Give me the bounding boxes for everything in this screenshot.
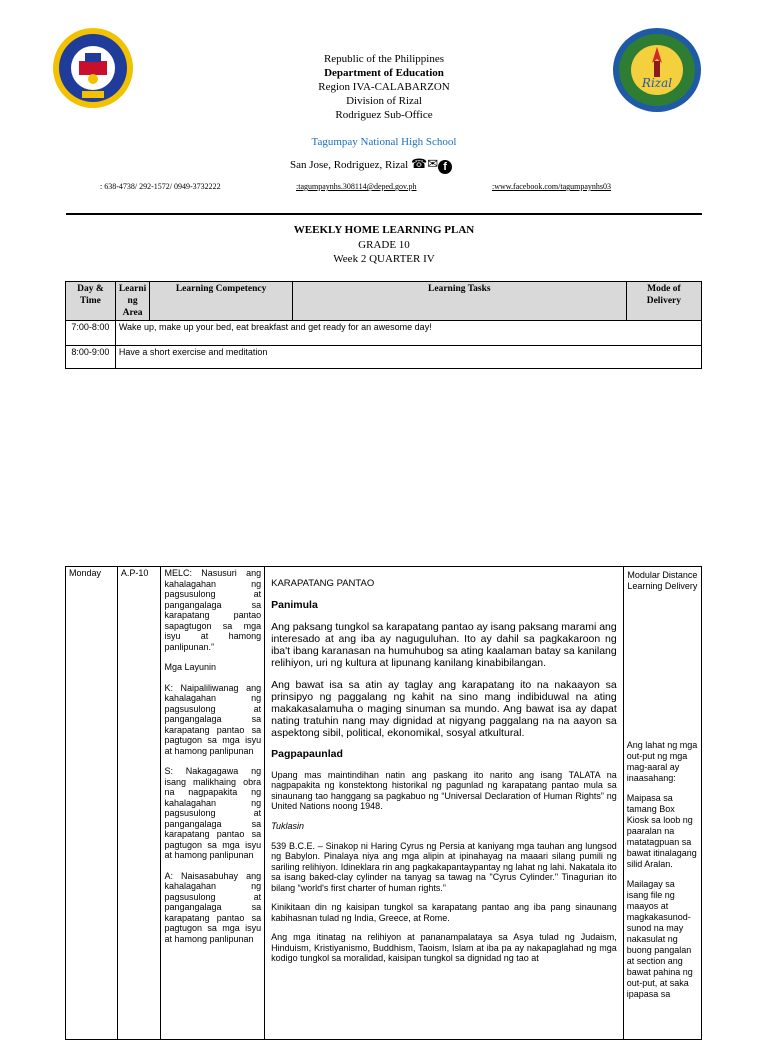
facebook-link[interactable]	[492, 182, 611, 191]
division-line: Division of Rizal	[346, 95, 422, 107]
facebook-text: :www.facebook.com/tagumpaynhs03	[492, 182, 612, 191]
day-cell: Monday	[66, 567, 118, 1040]
objective-a: A: Naisasabuhay ang kahalagahan ng pagsusulong at pangangalaga sa karapatang pantao sa pagtugon sa mga isyu at hamong panlipunan	[164, 870, 262, 944]
col-mode: Mode of Delivery	[626, 282, 701, 321]
suboffice-line: Rodriguez Sub-Office	[335, 109, 433, 121]
melc-text: MELC: Nasusuri ang kahalagahan ng pagsusulong at pangangalaga sa karapatang pantao sapagtugon sa mga isyu at hamong panlipunan.”	[164, 568, 262, 652]
objective-k: K: Naipaliliwanag ang kahalagahan ng pagsusulong at pangangalaga sa karapatang pantao sa pagtugon sa mga isyu at hamong panlipunan	[164, 682, 262, 756]
tuklasin-p1: 539 B.C.E. – Sinakop ni Haring Cyrus ng Persia at kaniyang mga tauhan ang lungsod ng Babylon. Pinalaya niya ang mga alipin at ipinahayag na maaari silang pumili ng sariling relihiyon. Idineklara rin ang pagkakapantaypantay ng lahat ng lahi. Nakatala ito sa isang baked-clay cylinder na tanyag sa tawag na "Cyrus Cylinder." Tinagurian ito bilang “world's first charter of human rights.”	[271, 840, 617, 893]
header-divider	[66, 213, 702, 215]
tasks-cell	[265, 567, 624, 1040]
address-line	[290, 156, 452, 174]
schedule-row	[66, 346, 702, 369]
grade-line: GRADE 10	[358, 239, 410, 251]
mode-note: Mailagay sa isang file ng maayos at magkakasunod-sunod na may nakasulat ng buong pangalan at section ang bawat pahina ng out-put, at saka ipapasa sa	[626, 879, 693, 999]
week-line: Week 2 QUARTER IV	[333, 253, 435, 265]
col-tasks: Learning Tasks	[292, 282, 626, 321]
mode-notes	[627, 740, 698, 1000]
plan-title: WEEKLY HOME LEARNING PLAN	[293, 224, 475, 236]
panimula-p2: Ang bawat isa sa atin ay taglay ang karapatang ito na nakaayon sa prinsipyo ng paggalang ng kahit na sino mang indibiduwal na ating makakasalamuha o maging sinuman sa mundo. Ang bawat isa ay dapat nating tratuhin nang may dignidad at nigyang paggalang na na aayon sa aspektong sibil, political, ekonomikal, sosyal atkultural.	[271, 678, 617, 739]
topic-title: KARAPATANG PANTAO	[271, 578, 375, 589]
competency-cell	[161, 567, 265, 1040]
mode-note: Ang lahat ng mga out-put ng mga mag-aaral ay inaasahang:	[626, 740, 698, 783]
col-competency: Learning Competency	[150, 282, 293, 321]
monday-table	[65, 566, 702, 1040]
panimula-p1: Ang paksang tungkol sa karapatang pantao ay isang paksang marami ang interesado at ang iba ay naguguluhan. Ito ay dahil sa pagkakaroon ng iba't ibang karanasan na humuhubog sa ating kaalaman batay sa kanilang relihiyon, uri ng kultura at lipunang kanilang kinabibilangan.	[271, 620, 617, 669]
tuklasin-heading: Tuklasin	[271, 820, 304, 831]
schedule-time: 8:00-9:00	[66, 346, 116, 369]
department-line: Department of Education	[324, 67, 444, 79]
address-text: San Jose, Rodriguez, Rizal	[290, 159, 409, 171]
region-line: Region IVA-CALABARZON	[318, 81, 450, 93]
email-link[interactable]	[296, 182, 417, 191]
area-cell: A.P-10	[117, 567, 161, 1040]
email-text: :tagumpaynhs.308114@deped.gov.ph	[296, 182, 417, 191]
schedule-table	[65, 281, 702, 369]
objectives-label: Mga Layunin	[164, 662, 217, 672]
col-day-time: Day & Time	[66, 282, 116, 321]
monday-row	[66, 567, 702, 1040]
pagpapaunlad-heading: Pagpapaunlad	[271, 747, 343, 760]
phone-numbers: : 638-4738/ 292-1572/ 0949-3732222	[100, 182, 221, 191]
mode-text: Modular Distance Learning Delivery	[627, 570, 698, 591]
mode-note: Maipasa sa tamang Box Kiosk sa loob ng paaralan na matatagpuan sa bawat itinalagang silid Aralan.	[626, 793, 697, 869]
phone-icon: ☎	[410, 156, 428, 171]
mode-cell	[623, 567, 701, 1040]
pagpapaunlad-p: Upang mas maintindihan natin ang paskang ito narito ang isang TALATA na nagpapakita ng konstektong historikal ng pagunlad ng karapatang pantao mula sa sinaunang tao hanggang sa pagkabuo ng “Universal Declaration of Human Rights” ng United Nations noong 1948.	[271, 769, 617, 811]
mail-icon: ✉	[427, 156, 439, 171]
republic-line: Republic of the Philippines	[323, 53, 445, 65]
schedule-row	[66, 321, 702, 346]
header-row	[66, 282, 702, 321]
col-learning-area: Learni ng Area	[115, 282, 149, 321]
panimula-heading: Panimula	[271, 598, 318, 611]
school-name: Tagumpay National High School	[311, 136, 457, 148]
tuklasin-p3: Ang mga itinatag na relihiyon at pananampalataya sa Asya tulad ng Judaism, Hinduism, Kristiyanismo, Buddhism, Taoism, Islam at iba pa ay nakapaglahad ng mga kodigo tungkol sa moralidad, kaisipan tungkol sa dignidad ng tao at	[271, 932, 617, 963]
schedule-time: 7:00-8:00	[66, 321, 116, 346]
tuklasin-p2: Kinikitaan din ng kaisipan tungkol sa karapatang pantao ang iba pang sinaunang kabihasnan tulad ng India, Greece, at Rome.	[271, 902, 617, 923]
schedule-task: Wake up, make up your bed, eat breakfast and get ready for an awesome day!	[115, 321, 701, 346]
facebook-icon: f	[438, 160, 452, 174]
logo-rizal-text: Rizal	[641, 76, 673, 90]
schedule-task: Have a short exercise and meditation	[115, 346, 701, 369]
objective-s: S: Nakagagawa ng isang malikhaing obra na nagpapakita ng kahalagahan ng pagsusulong at pangangalaga sa karapatang pantao sa pagtugon sa mga isyu at hamong panlipunan	[164, 766, 262, 860]
